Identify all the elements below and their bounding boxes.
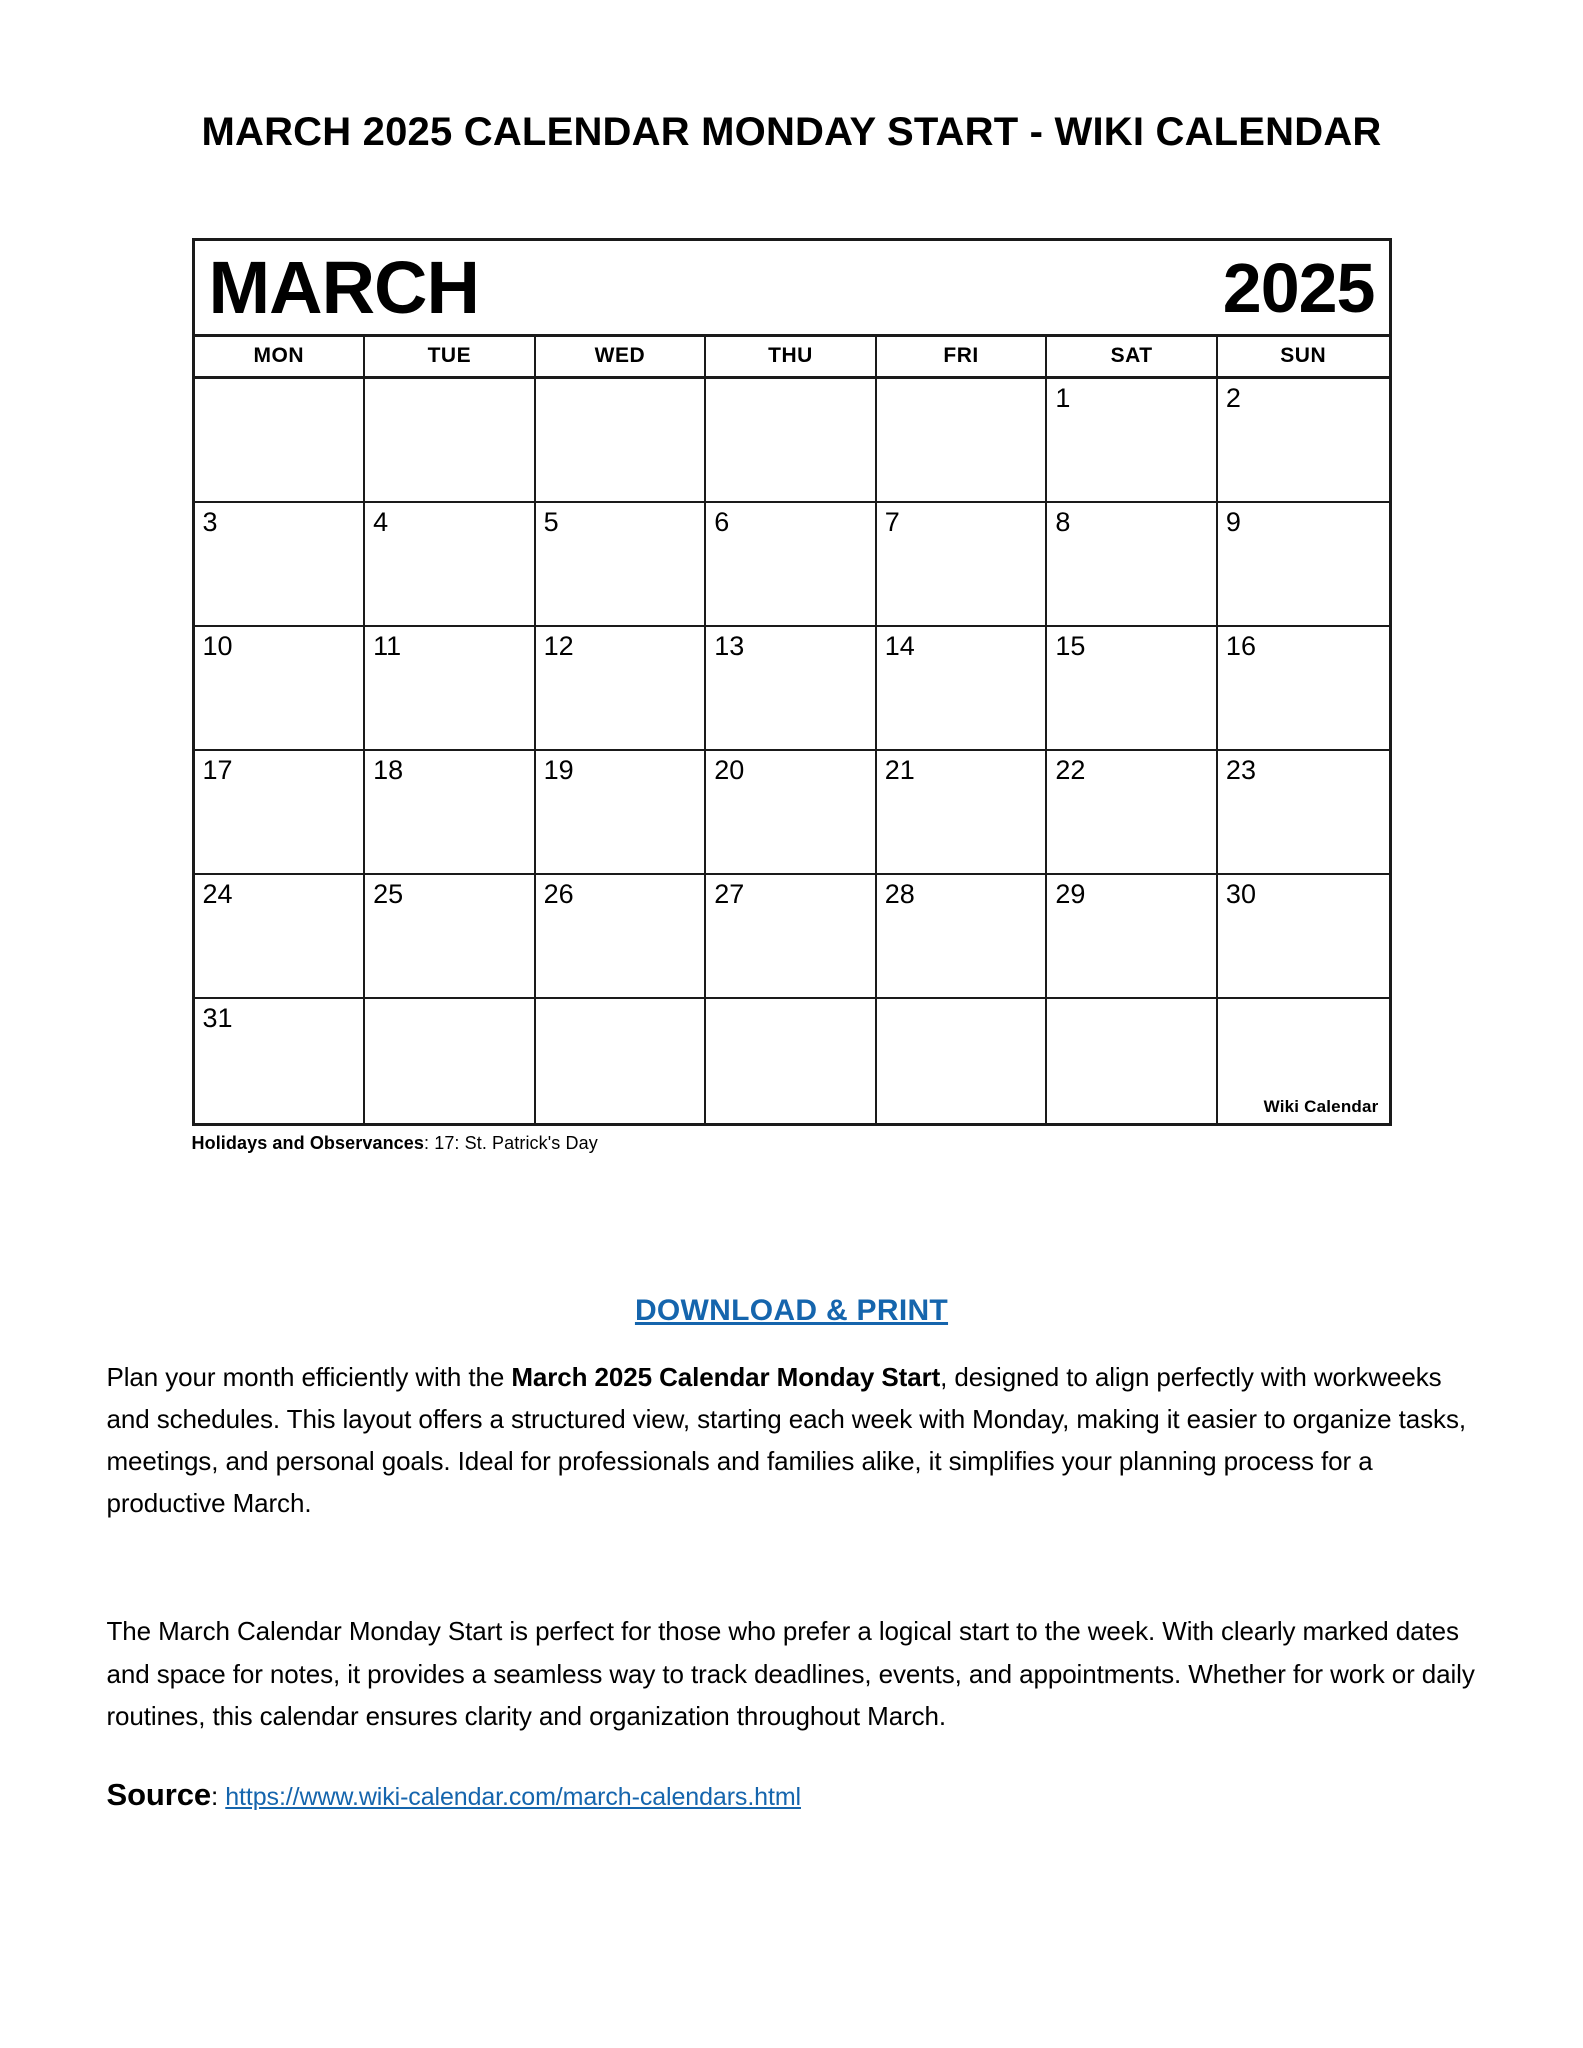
weekday-header-mon: MON: [195, 337, 366, 376]
day-cell[interactable]: 29: [1047, 875, 1218, 997]
article-content: [107, 1154, 1477, 1813]
paragraph-first-emphasis: March 2025 Calendar Monday Start: [511, 1362, 941, 1392]
wiki-calendar-watermark: Wiki Calendar: [1263, 1097, 1379, 1116]
day-cell[interactable]: 15: [1047, 627, 1218, 749]
calendar-week-row: [195, 503, 1389, 627]
paragraph-second: The March Calendar Monday Start is perfect for those who prefer a logical start to the week. With clearly marked dates and space for notes, it provides a seamless way to track deadlines, events, and appointments. Whether for work or daily routines, this calendar ensures clarity and organization throughout March.: [106, 1616, 1475, 1731]
weekday-header-wed: WED: [536, 337, 707, 376]
calendar-header: [195, 241, 1389, 337]
weekday-header-tue: TUE: [365, 337, 536, 376]
day-cell[interactable]: [195, 379, 366, 501]
day-cell[interactable]: [706, 999, 877, 1123]
day-cell[interactable]: 9: [1225, 507, 1241, 537]
day-cell[interactable]: 11: [365, 627, 536, 749]
day-cell[interactable]: 25: [365, 875, 536, 997]
holidays-value: : 17: St. Patrick's Day: [424, 1133, 598, 1153]
day-cell[interactable]: 28: [877, 875, 1048, 997]
download-print-row: [107, 1294, 1477, 1328]
calendar-week-row: [195, 379, 1389, 503]
day-cell[interactable]: 10: [195, 627, 366, 749]
day-cell[interactable]: 5: [536, 503, 707, 625]
calendar-week-row: [195, 751, 1389, 875]
day-cell[interactable]: [365, 999, 536, 1123]
day-cell[interactable]: 1: [1047, 379, 1218, 501]
calendar-week-row: [195, 999, 1389, 1123]
day-cell[interactable]: 3: [195, 503, 366, 625]
day-cell[interactable]: 17: [195, 751, 366, 873]
day-cell[interactable]: 27: [706, 875, 877, 997]
day-cell[interactable]: 14: [877, 627, 1048, 749]
weekday-header-sat: SAT: [1047, 337, 1218, 376]
day-cell[interactable]: 23: [1225, 755, 1256, 785]
holidays-label: Holidays and Observances: [191, 1133, 424, 1153]
download-print-link[interactable]: DOWNLOAD & PRINT: [634, 1294, 949, 1327]
day-cell[interactable]: [536, 999, 707, 1123]
paragraph-first-lead: Plan your month efficiently with the: [106, 1362, 512, 1392]
source-url-link[interactable]: https://www.wiki-calendar.com/march-calendars.html: [225, 1782, 801, 1811]
day-cell[interactable]: 2: [1225, 383, 1241, 413]
day-cell[interactable]: 18: [365, 751, 536, 873]
day-cell[interactable]: [1047, 999, 1218, 1123]
day-cell[interactable]: 8: [1047, 503, 1218, 625]
day-cell[interactable]: 12: [536, 627, 707, 749]
calendar-week-row: [195, 875, 1389, 999]
day-cell[interactable]: 26: [536, 875, 707, 997]
day-cell[interactable]: [1218, 999, 1389, 1123]
day-cell[interactable]: 20: [706, 751, 877, 873]
holidays-observances-note: [192, 1126, 1392, 1154]
day-cell[interactable]: 6: [706, 503, 877, 625]
calendar-week-row: [195, 627, 1389, 751]
weekday-header-row: [195, 337, 1389, 379]
day-cell[interactable]: 19: [536, 751, 707, 873]
paragraph-first-tail: , designed to align perfectly with workweeks and schedules. This layout offers a structured view, starting each week with Monday, making it easier to organize tasks, meetings, and personal goals. Ideal for professionals and families alike, it simplifies your planning process for a productive March.: [106, 1362, 1466, 1519]
day-cell[interactable]: 22: [1047, 751, 1218, 873]
paragraph-first: [107, 1328, 1477, 1524]
day-cell[interactable]: 31: [195, 999, 366, 1123]
page-title: MARCH 2025 CALENDAR MONDAY START - WIKI CALENDAR: [201, 110, 1382, 154]
calendar-month-label: MARCH: [208, 245, 479, 329]
weekday-header-sun: SUN: [1280, 344, 1327, 367]
day-cell[interactable]: 21: [877, 751, 1048, 873]
day-cell[interactable]: [706, 379, 877, 501]
calendar-container: [192, 154, 1392, 1154]
day-cell[interactable]: [877, 999, 1048, 1123]
weekday-header-thu: THU: [706, 337, 877, 376]
source-label: Source: [106, 1776, 211, 1812]
weekday-header-fri: FRI: [877, 337, 1048, 376]
day-cell[interactable]: [877, 379, 1048, 501]
day-cell[interactable]: 30: [1225, 879, 1256, 909]
calendar-grid: [192, 238, 1392, 1126]
day-cell[interactable]: 24: [195, 875, 366, 997]
calendar-year-label: 2025: [1222, 248, 1375, 327]
day-cell[interactable]: [365, 379, 536, 501]
source-separator: :: [211, 1780, 226, 1811]
day-cell[interactable]: 7: [877, 503, 1048, 625]
day-cell[interactable]: 4: [365, 503, 536, 625]
day-cell[interactable]: 16: [1225, 631, 1256, 661]
day-cell[interactable]: [536, 379, 707, 501]
source-row: [107, 1737, 1477, 1813]
day-cell[interactable]: 13: [706, 627, 877, 749]
